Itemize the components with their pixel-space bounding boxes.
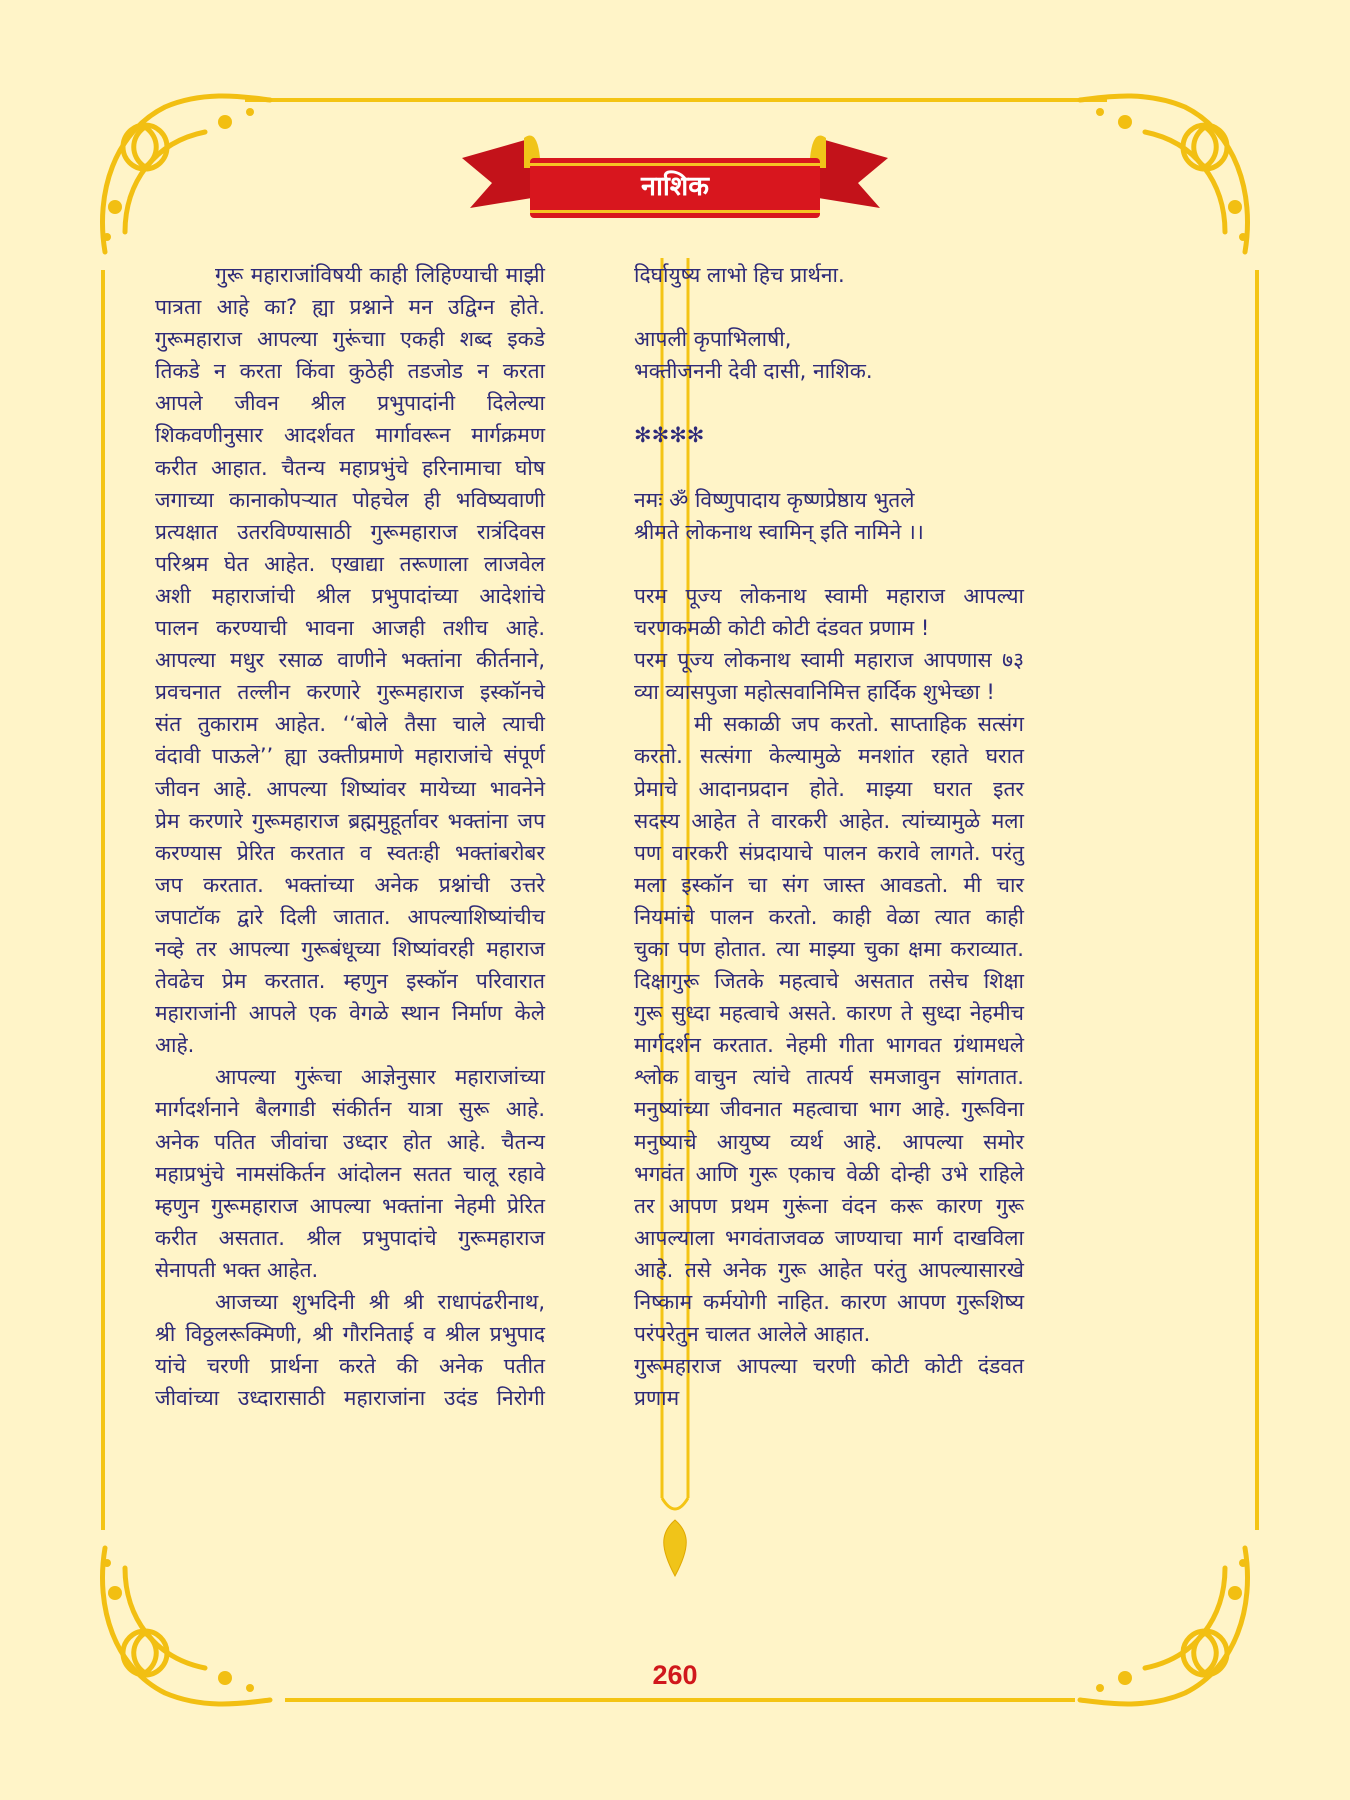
text-line: जपाटॉक द्वारे दिली जातात. आपल्याशिष्यांचीच bbox=[155, 904, 545, 929]
text-line: तिकडे न करता किंवा कुठेही तडजोड न करता bbox=[155, 359, 545, 384]
text-line: जीवांच्या उध्दारासाठी महाराजांना उदंड निरोगी bbox=[155, 1386, 545, 1411]
text-line: गुरू सुध्दा महत्वाचे असते. कारण ते सुध्दा नेहमीच bbox=[634, 1001, 1024, 1026]
text-line: करीत आहात. चैतन्य महाप्रभुंचे हरिनामाचा घोष bbox=[155, 455, 545, 480]
text-line: गुरूमहाराज आपल्या गुरूंचाा एकही शब्द इकडे bbox=[155, 327, 545, 352]
text-line: निष्काम कर्मयोगी नाहित. कारण आपण गुरूशिष्य bbox=[634, 1290, 1024, 1314]
corner-ornament-icon bbox=[85, 1528, 275, 1718]
text-line: यांचे चरणी प्रार्थना करते की अनेक पतीत bbox=[155, 1354, 545, 1379]
paragraph bbox=[634, 419, 1024, 451]
text-line: श्रीमते लोकनाथ स्वामिन् इति नामिने ।। bbox=[634, 519, 924, 544]
text-line: अशी महाराजांची श्रील प्रभुपादांच्या आदेशांचे bbox=[155, 583, 545, 608]
paragraph bbox=[634, 259, 1024, 291]
text-line: प्रवचनात तल्लीन करणारे गुरूमहाराज इस्कॉनचे bbox=[155, 680, 545, 705]
text-line: ✻✻✻✻ bbox=[634, 423, 705, 448]
corner-ornament-icon bbox=[1075, 82, 1265, 272]
page-title: नाशिक bbox=[640, 171, 710, 202]
text-line: म्हणुन गुरूमहाराज आपल्या भक्तांना नेहमी प्रेरित bbox=[155, 1193, 545, 1218]
text-line: पालन करण्याची भावना आजही तशीच आहे. bbox=[155, 616, 545, 641]
left-text-column bbox=[155, 259, 545, 1414]
text-line: पात्रता आहे का? ह्या प्रश्नाने मन उद्विग्न होते. bbox=[155, 295, 545, 320]
text-line: आपले जीवन श्रील प्रभुपादांनी दिलेल्या bbox=[155, 391, 545, 416]
text-line: प्रत्यक्षात उतरविण्यासाठी गुरूमहाराज रात्रंदिवस bbox=[155, 519, 545, 544]
text-line: आपल्या मधुर रसाळ वाणीने भक्तांना कीर्तनाने, bbox=[155, 648, 545, 673]
text-line: परम पूज्य लोकनाथ स्वामी महाराज आपणास ७३ bbox=[634, 648, 1024, 673]
text-line: नव्हे तर आपल्या गुरूबंधूच्या शिष्यांवरही महाराज bbox=[155, 936, 545, 961]
text-line: चरणकमळी कोटी कोटी दंडवत प्रणाम ! bbox=[634, 616, 930, 641]
blank-line bbox=[634, 291, 1024, 323]
text-line: सेनापती भक्त आहेत. bbox=[155, 1257, 319, 1282]
blank-line bbox=[634, 387, 1024, 419]
blank-line bbox=[634, 452, 1024, 484]
text-line: मी सकाळी जप करतो. साप्ताहिक सत्संग bbox=[694, 712, 1024, 737]
text-line: मार्गदर्शनाने बैलगाडी संकीर्तन यात्रा सुरू आहे. bbox=[155, 1097, 545, 1122]
text-line: चुका पण होतात. त्या माझ्या चुका क्षमा कराव्यात. bbox=[634, 936, 1024, 961]
text-line: गुरू महाराजांविषयी काही लिहिण्याची माझी bbox=[215, 263, 545, 287]
text-line: आपली कृपाभिलाषी, bbox=[634, 327, 792, 352]
text-line: परंपरेतुन चालत आलेले आहात. bbox=[634, 1322, 871, 1347]
text-line: महाप्रभुंचे नामसंकिर्तन आंदोलन सतत चालू रहावे bbox=[155, 1161, 545, 1186]
top-border-line bbox=[245, 98, 1107, 102]
text-line: संत तुकाराम आहेत. ‘‘बोले तैसा चाले त्याची bbox=[155, 712, 545, 737]
paragraph bbox=[634, 1350, 1024, 1414]
text-line: परम पूज्य लोकनाथ स्वामी महाराज आपल्या bbox=[634, 583, 1024, 608]
text-line: जगाच्या कानाकोपऱ्यात पोहचेल ही भविष्यवाणी bbox=[155, 487, 545, 512]
blank-line bbox=[634, 548, 1024, 580]
text-line: श्लोक वाचुन त्यांचे तात्पर्य समजावुन सांगतात. bbox=[634, 1065, 1024, 1090]
text-line: करतो. सत्संगा केल्यामुळे मनशांत रहाते घरात bbox=[634, 744, 1024, 769]
text-line: आहे. bbox=[155, 1033, 195, 1058]
text-line: महाराजांनी आपले एक वेगळे स्थान निर्माण केले bbox=[155, 1001, 545, 1026]
text-line: शिकवणीनुसार आदर्शवत मार्गावरून मार्गक्रमण bbox=[155, 423, 545, 448]
text-line: नमः ॐ विष्णुपादाय कृष्णप्रेष्ठाय भुतले bbox=[634, 487, 915, 512]
text-line: प्रणाम bbox=[634, 1386, 680, 1411]
text-line: प्रेम करणारे गुरूमहाराज ब्रह्ममुहूर्तावर भक्तांना जप bbox=[155, 808, 545, 833]
text-line: जप करतात. भक्तांच्या अनेक प्रश्नांची उत्तरे bbox=[155, 872, 545, 897]
text-line: दिर्घायुष्य लाभो हिच प्रार्थना. bbox=[634, 263, 845, 287]
paragraph bbox=[634, 484, 1024, 548]
paragraph bbox=[634, 708, 1024, 1350]
text-line: दिक्षागुरू जितके महत्वाचे असतात तसेच शिक्षा bbox=[634, 969, 1024, 994]
text-line: नियमांचे पालन करतो. काही वेळा त्यात काही bbox=[634, 904, 1024, 929]
right-text-column bbox=[634, 259, 1024, 1414]
text-line: श्री विठ्ठलरूक्मिणी, श्री गौरनिताई व श्रील प्रभुपाद bbox=[155, 1322, 545, 1347]
text-line: व्या व्यासपुजा महोत्सवानिमित्त हार्दिक शुभेच्छा ! bbox=[634, 680, 995, 705]
text-line: करीत असतात. श्रील प्रभुपादांचे गुरूमहाराज bbox=[155, 1225, 545, 1250]
text-line: आपल्या गुरूंचा आज्ञेनुसार महाराजांच्या bbox=[215, 1065, 545, 1090]
page-number: 260 bbox=[652, 1660, 698, 1690]
paragraph bbox=[155, 1286, 545, 1414]
text-line: भक्तीजननी देवी दासी, नाशिक. bbox=[634, 359, 873, 384]
text-line: मला इस्कॉन चा संग जास्त आवडतो. मी चार bbox=[634, 872, 1024, 897]
text-line: अनेक पतित जीवांचा उध्दार होत आहे. चैतन्य bbox=[155, 1129, 545, 1154]
corner-ornament-icon bbox=[1075, 1528, 1265, 1718]
paragraph bbox=[634, 580, 1024, 708]
right-border-line bbox=[1255, 270, 1259, 1530]
text-line: मार्गदर्शन करतात. नेहमी गीता भागवत ग्रंथामधले bbox=[634, 1033, 1024, 1058]
text-line: वंदावी पाऊले’’ ह्या उक्तीप्रमाणे महाराजांचे संपूर्ण bbox=[155, 744, 545, 769]
paragraph bbox=[155, 259, 545, 1061]
corner-ornament-icon bbox=[85, 82, 275, 272]
text-line: तेवढेच प्रेम करतात. म्हणुन इस्कॉन परिवारात bbox=[155, 969, 545, 994]
text-line: सदस्य आहेत ते वारकरी आहेत. त्यांच्यामुळे मला bbox=[634, 808, 1024, 833]
text-line: प्रेमाचे आदानप्रदान होते. माझ्या घरात इतर bbox=[634, 776, 1024, 801]
text-line: करण्यास प्रेरित करतात व स्वतःही भक्तांबरोबर bbox=[155, 840, 545, 865]
text-line: भगवंत आणि गुरू एकाच वेळी दोन्ही उभे राहिले bbox=[634, 1161, 1024, 1186]
left-border-line bbox=[101, 270, 105, 1530]
text-line: मनुष्याचे आयुष्य व्यर्थ आहे. आपल्या समोर bbox=[634, 1129, 1024, 1154]
bottom-border-line bbox=[285, 1698, 1075, 1702]
text-line: तर आपण प्रथम गुरूंना वंदन करू कारण गुरू bbox=[634, 1193, 1024, 1218]
text-line: आहे. तसे अनेक गुरू आहेत परंतु आपल्यासारखे bbox=[634, 1257, 1024, 1282]
paragraph bbox=[155, 1061, 545, 1286]
text-line: पण वारकरी संप्रदायाचे पालन करावे लागते. परंतु bbox=[634, 840, 1024, 865]
text-line: मनुष्यांच्या जीवनात महत्वाचा भाग आहे. गुरूविना bbox=[634, 1097, 1024, 1122]
text-line: आपल्याला भगवंताजवळ जाण्याचा मार्ग दाखविला bbox=[634, 1225, 1024, 1250]
text-line: गुरूमहाराज आपल्या चरणी कोटी कोटी दंडवत bbox=[634, 1354, 1024, 1379]
text-line: परिश्रम घेत आहेत. एखाद्या तरूणाला लाजवेल bbox=[155, 551, 545, 576]
text-line: जीवन आहे. आपल्या शिष्यांवर मायेच्या भावनेने bbox=[155, 776, 545, 801]
paragraph bbox=[634, 323, 1024, 387]
text-line: आजच्या शुभदिनी श्री श्री राधापंढरीनाथ, bbox=[215, 1290, 545, 1314]
